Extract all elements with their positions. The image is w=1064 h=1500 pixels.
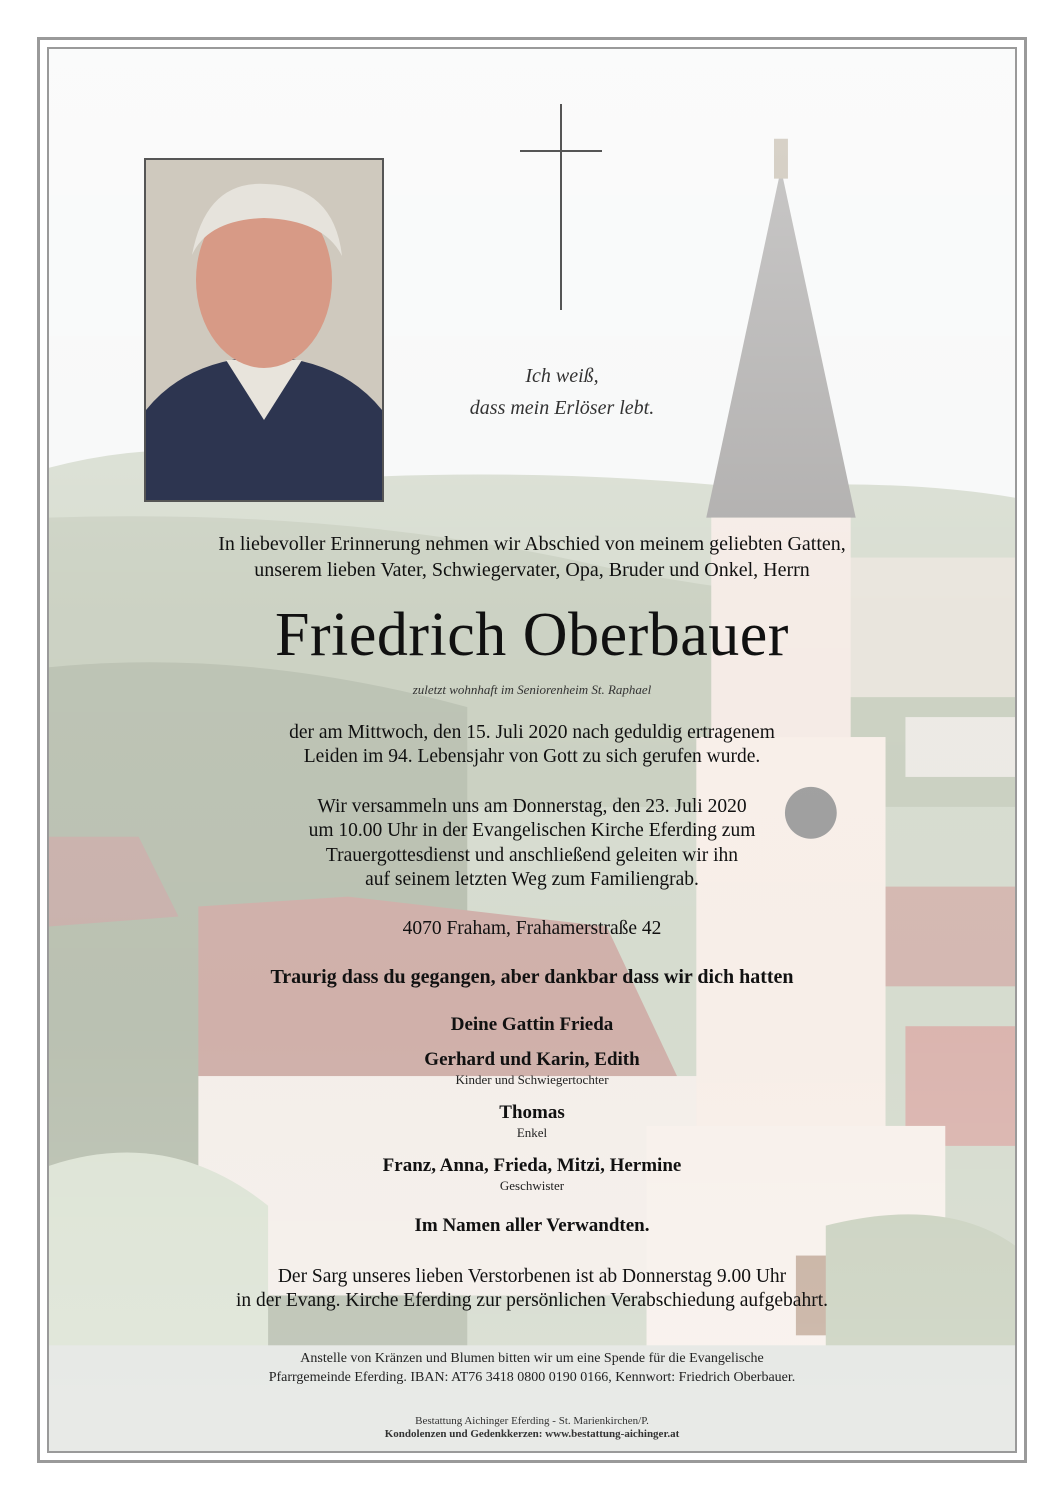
portrait-photo [144,158,384,502]
residence-line: zuletzt wohnhaft im Seniorenheim St. Raphael [412,682,652,697]
service-line-2: um 10.00 Uhr in der Evangelischen Kirche Eferding zum [308,820,756,841]
service-line-3: Trauergottesdienst und anschließend geleiten wir ihn [325,845,739,866]
service-line-4: auf seinem letzten Weg zum Familiengrab. [365,869,699,890]
relation-siblings: Geschwister [499,1178,565,1193]
viewing-line-1: Der Sarg unseres lieben Verstorbenen ist ab Donnerstag 9.00 Uhr [277,1266,787,1287]
quote-line-2: dass mein Erlöser lebt. [469,397,655,419]
person-silhouette-icon [146,160,382,500]
funeral-home-line: Bestattung Aichinger Eferding - St. Marienkirchen/P. [415,1415,649,1427]
intro-line-2: unserem lieben Vater, Schwiegervater, Opa, Bruder und Onkel, Herrn [254,559,810,581]
relation-children: Kinder und Schwiegertochter [455,1072,609,1087]
mourner-children: Gerhard und Karin, Edith [424,1049,640,1070]
mourner-spouse: Deine Gattin Frieda [450,1014,614,1035]
address-line: 4070 Fraham, Frahamerstraße 42 [402,918,662,939]
donation-line-2: Pfarrgemeinde Eferding. IBAN: AT76 3418 0800 0190 0166, Kennwort: Friedrich Oberbauer. [268,1370,796,1385]
mourner-grandchild: Thomas [499,1102,565,1123]
death-line-2: Leiden im 94. Lebensjahr von Gott zu sich gerufen wurde. [303,746,761,767]
death-line-1: der am Mittwoch, den 15. Juli 2020 nach geduldig ertragenem [289,722,775,743]
donation-line-1: Anstelle von Kränzen und Blumen bitten wir um eine Spende für die Evangelische [300,1351,764,1366]
service-line-1: Wir versammeln uns am Donnerstag, den 23. Juli 2020 [317,796,747,817]
condolence-line: Kondolenzen und Gedenkkerzen: www.bestattung-aichinger.at [384,1428,680,1440]
deceased-name: Friedrich Oberbauer [275,601,789,669]
cross-icon [520,104,602,310]
quote-line-1: Ich weiß, [525,365,599,387]
viewing-line-2: in der Evang. Kirche Eferding zur persönlichen Verabschiedung aufgebahrt. [236,1290,828,1311]
mourner-siblings: Franz, Anna, Frieda, Mitzi, Hermine [382,1155,682,1176]
motto-line: Traurig dass du gegangen, aber dankbar dass wir dich hatten [270,966,794,988]
relation-grandchild: Enkel [516,1125,548,1140]
relatives-line: Im Namen aller Verwandten. [414,1215,650,1236]
intro-line-1: In liebevoller Erinnerung nehmen wir Abschied von meinem geliebten Gatten, [218,533,846,555]
